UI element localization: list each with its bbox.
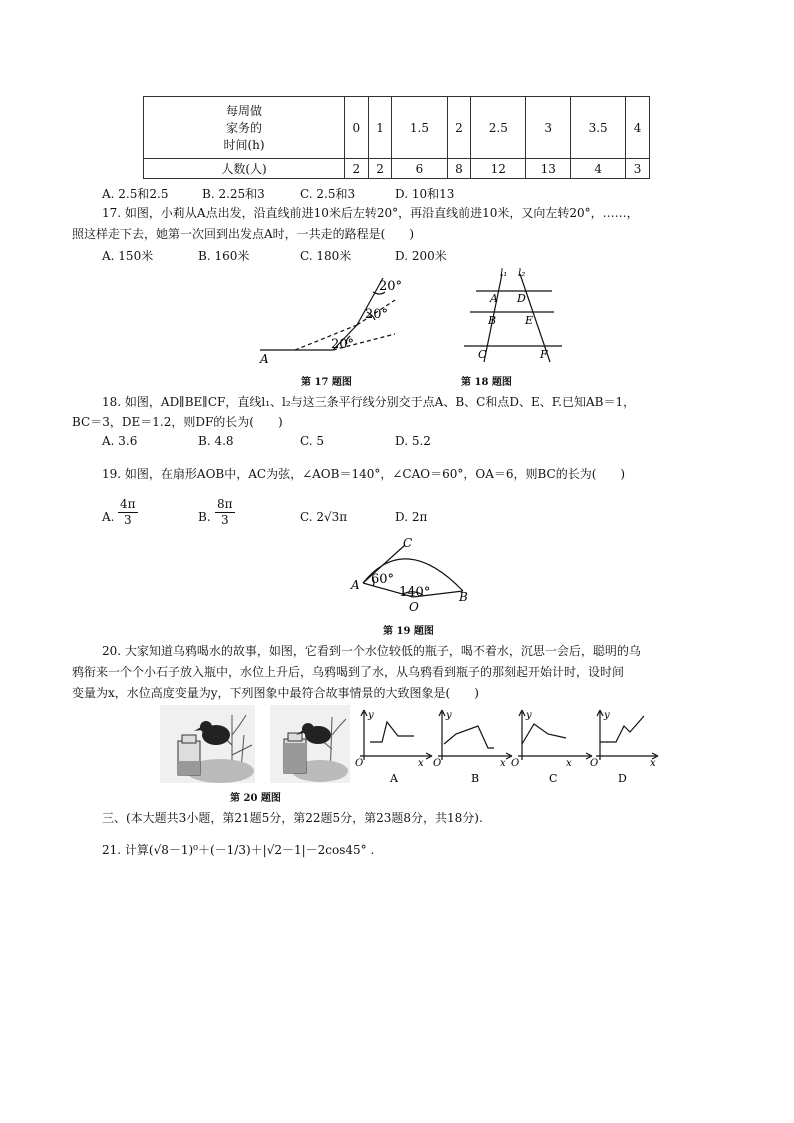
q17-option-b: B. 160米 (198, 249, 250, 263)
q18-option-d: D. 5.2 (395, 434, 431, 448)
graph-c-origin: O (511, 758, 520, 769)
table-cell: 2 (345, 159, 369, 179)
chores-table (143, 96, 650, 179)
graph-a-x-label: x (418, 758, 424, 769)
graph-a-origin: O (355, 758, 364, 769)
q18-figure (462, 266, 572, 366)
fraction-denominator: 3 (220, 513, 229, 527)
graph-a-curve (370, 722, 414, 742)
q19-point-a: A (351, 578, 360, 592)
q18-point-d: D (517, 292, 526, 305)
header-line: 时间(h) (223, 138, 265, 152)
q18-point-a: A (490, 292, 498, 305)
q17-text-line2: 照这样走下去，她第一次回到出发点A时，一共走的路程是( ) (72, 227, 415, 241)
table-cell: 13 (526, 159, 571, 179)
q19-option-b-fraction (215, 497, 235, 528)
graph-a-label: A (390, 772, 398, 785)
table-cell: 2 (368, 159, 392, 179)
q17-angle-label: 20° (331, 337, 355, 352)
graph-c-y-label: y (526, 710, 532, 721)
graph-b-label: B (471, 772, 480, 785)
graph-c-x-label: x (566, 758, 572, 769)
q17-text-line1: 17. 如图，小莉从A点出发，沿直线前进10米后左转20°，再沿直线前进10米，又向左转20°，……， (102, 206, 639, 220)
q17-angle-label: 20° (379, 279, 403, 294)
q19-angle-60: 60° (371, 572, 395, 587)
q18-text-line2: BC＝3，DE＝1.2，则DF的长为( ) (72, 415, 283, 429)
q19-option-a-label: A. (102, 510, 115, 524)
crow-illustration-2 (270, 705, 350, 783)
q19-point-b: B (459, 590, 468, 604)
table-cell: 4 (626, 97, 650, 159)
q20-text-line3: 变量为x，水位高度变量为y，下列图象中最符合故事情景的大致图象是( ) (72, 686, 479, 700)
q19-point-c: C (403, 536, 413, 550)
q18-point-e: E (525, 314, 534, 327)
q19-option-c: C. 2√3π (300, 510, 348, 524)
table-cell: 4 (571, 159, 626, 179)
q19-text-line1: 19. 如图，在扇形AOB中，AC为弦，∠AOB＝140°，∠CAO＝60°，OA＝6，则BC的长为( ) (102, 467, 626, 481)
graph-c-label: C (549, 772, 558, 785)
table-cell: 2.5 (471, 97, 526, 159)
q19-option-d: D. 2π (395, 510, 428, 524)
q18-text-line1: 18. 如图，AD∥BE∥CF，直线l₁、l₂与这三条平行线分别交于点A、B、C和点D、E、F.已知AB＝1， (102, 395, 636, 409)
q17-caption: 第 17 题图 (301, 377, 352, 388)
table-cell: 3.5 (571, 97, 626, 159)
q18-point-c: C (478, 348, 487, 361)
table-cell: 1.5 (392, 97, 447, 159)
header-line: 家务的 (225, 121, 262, 135)
q18-label-l1: l₁ (500, 268, 508, 279)
q18-caption: 第 18 题图 (461, 377, 512, 388)
q20-text-line1: 20. 大家知道乌鸦喝水的故事，如图，它看到一个水位较低的瓶子，喝不着水，沉思一会后，聪明的乌 (102, 644, 641, 658)
q20-graphs (352, 708, 664, 786)
graph-b-y-label: y (446, 710, 452, 721)
q18-option-b: B. 4.8 (198, 434, 234, 448)
graph-b-x-label: x (500, 758, 506, 769)
q16-option-a: A. 2.5和2.5 (102, 187, 169, 201)
q19-option-b-label: B. (198, 510, 211, 524)
q18-point-f: F (540, 348, 548, 361)
table-cell: 12 (471, 159, 526, 179)
fraction-numerator: 4π (120, 497, 136, 511)
graph-b-origin: O (433, 758, 442, 769)
table-cell: 2 (447, 97, 471, 159)
table-cell: 6 (392, 159, 447, 179)
q17-option-c: C. 180米 (300, 249, 352, 263)
table-cell: 0 (345, 97, 369, 159)
q16-option-b: B. 2.25和3 (202, 187, 265, 201)
crow-illustration-1 (160, 705, 255, 783)
q16-option-d: D. 10和13 (395, 187, 455, 201)
graph-d-x-label: x (650, 758, 656, 769)
q17-figure (255, 270, 425, 370)
q17-angle-label: 20° (365, 307, 389, 322)
graph-a-y-label: y (368, 710, 374, 721)
q17-option-a: A. 150米 (102, 249, 154, 263)
header-line: 每周做 (225, 104, 262, 118)
table-header-time (144, 97, 345, 159)
table-cell: 8 (447, 159, 471, 179)
graph-d-label: D (618, 772, 627, 785)
q17-option-d: D. 200米 (395, 249, 447, 263)
q18-point-b: B (488, 314, 497, 327)
graph-d-origin: O (590, 758, 599, 769)
q21-text: 21. 计算(√8－1)⁰＋(－1/3)＋|√2－1|－2cos45° . (102, 843, 375, 857)
graph-b-curve (444, 726, 494, 748)
table-cell: 3 (626, 159, 650, 179)
table-header-count: 人数(人) (144, 159, 345, 179)
q17-point-a: A (260, 352, 269, 366)
q20-text-line2: 鸦衔来一个个小石子放入瓶中，水位上升后，乌鸦喝到了水，从乌鸦看到瓶子的那刻起开始计时，设时间 (72, 665, 625, 679)
q19-option-a-fraction (118, 497, 138, 528)
q19-angle-140: 140° (399, 585, 431, 600)
graph-d-y-label: y (604, 710, 610, 721)
q18-option-c: C. 5 (300, 434, 325, 448)
table-cell: 1 (368, 97, 392, 159)
q16-option-c: C. 2.5和3 (300, 187, 356, 201)
q19-point-o: O (409, 600, 419, 614)
q18-option-a: A. 3.6 (102, 434, 138, 448)
q19-figure (345, 535, 475, 615)
q20-caption: 第 20 题图 (230, 793, 281, 804)
graph-c-curve (522, 724, 566, 744)
q19-caption: 第 19 题图 (383, 626, 434, 637)
section-3-heading: 三、(本大题共3小题，第21题5分，第22题5分，第23题8分，共18分). (102, 811, 483, 825)
q18-label-l2: l₂ (518, 268, 526, 279)
fraction-numerator: 8π (217, 497, 233, 511)
fraction-denominator: 3 (123, 513, 132, 527)
table-cell: 3 (526, 97, 571, 159)
